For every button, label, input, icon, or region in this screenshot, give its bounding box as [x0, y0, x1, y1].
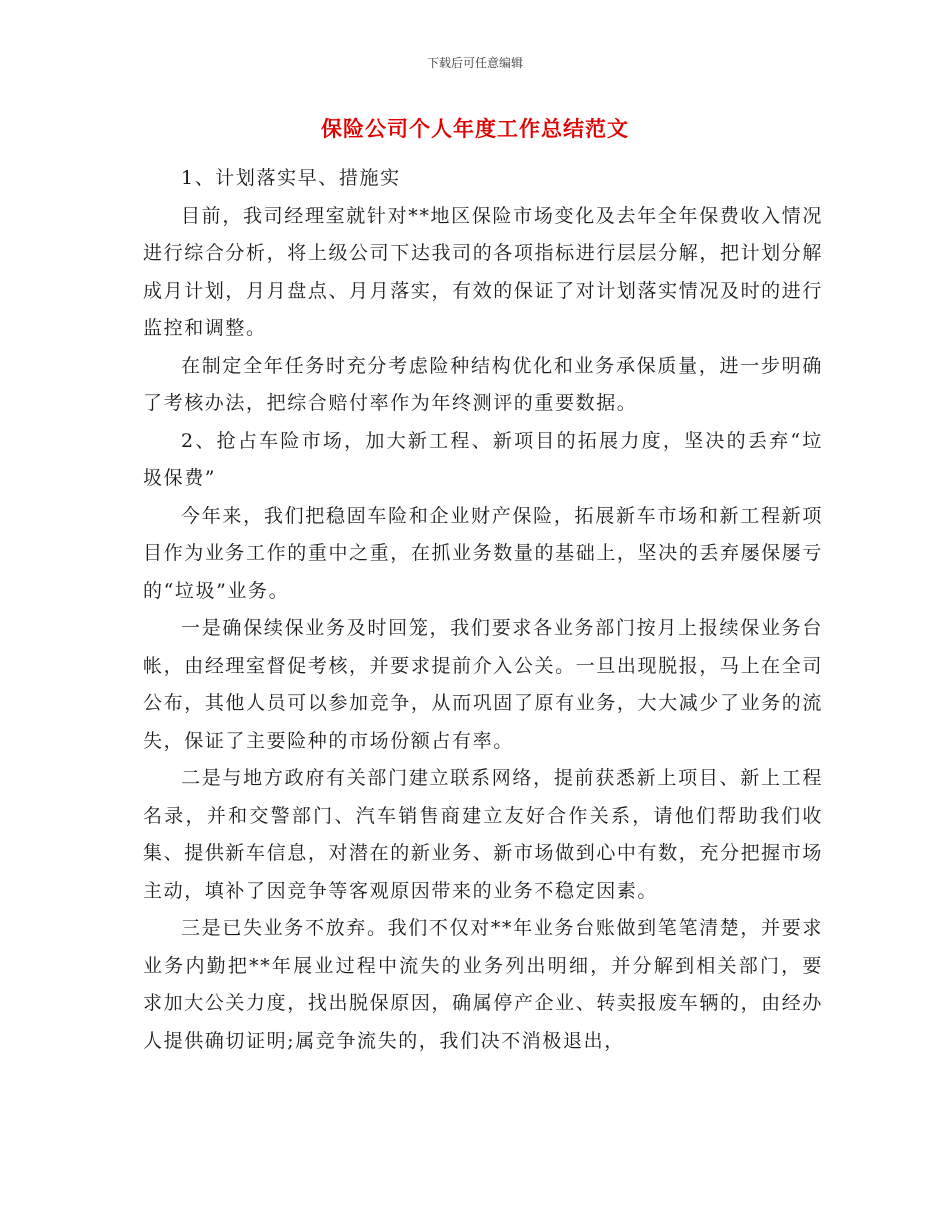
document-body	[143, 160, 823, 1060]
paragraph: 目前，我司经理室就针对**地区保险市场变化及去年全年保费收入情况进行综合分析，将上级公司下达我司的各项指标进行层层分解，把计划分解成月计划，月月盘点、月月落实，有效的保证了对计划落实情况及时的进行监控和调整。	[143, 204, 823, 339]
paragraph: 今年来，我们把稳固车险和企业财产保险，拓展新车市场和新工程新项目作为业务工作的重中之重，在抓业务数量的基础上，坚决的丢弃屡保屡亏的“垃圾”业务。	[143, 504, 823, 602]
section-heading-2: 2、抢占车险市场，加大新工程、新项目的拓展力度，坚决的丢弃“垃圾保费”	[143, 429, 823, 489]
paragraph: 一是确保续保业务及时回笼，我们要求各业务部门按月上报续保业务台帐，由经理室督促考核，并要求提前介入公关。一旦出现脱报，马上在全司公布，其他人员可以参加竞争，从而巩固了原有业务，大大减少了业务的流失，保证了主要险种的市场份额占有率。	[143, 617, 823, 752]
paragraph: 三是已失业务不放弃。我们不仅对**年业务台账做到笔笔清楚，并要求业务内勤把**年展业过程中流失的业务列出明细，并分解到相关部门，要求加大公关力度，找出脱保原因，确属停产企业、转卖报废车辆的，由经办人提供确切证明;属竞争流失的，我们决不消极退出，	[143, 917, 823, 1052]
paragraph: 二是与地方政府有关部门建立联系网络，提前获悉新上项目、新上工程名录，并和交警部门、汽车销售商建立友好合作关系，请他们帮助我们收集、提供新车信息，对潜在的新业务、新市场做到心中有数，充分把握市场主动，填补了因竞争等客观原因带来的业务不稳定因素。	[143, 767, 823, 902]
paragraph: 在制定全年任务时充分考虑险种结构优化和业务承保质量，进一步明确了考核办法，把综合赔付率作为年终测评的重要数据。	[143, 354, 823, 414]
section-heading-1: 1、计划落实早、措施实	[181, 167, 401, 189]
document-title: 保险公司个人年度工作总结范文	[321, 117, 629, 141]
header-note: 下载后可任意编辑	[426, 56, 523, 70]
